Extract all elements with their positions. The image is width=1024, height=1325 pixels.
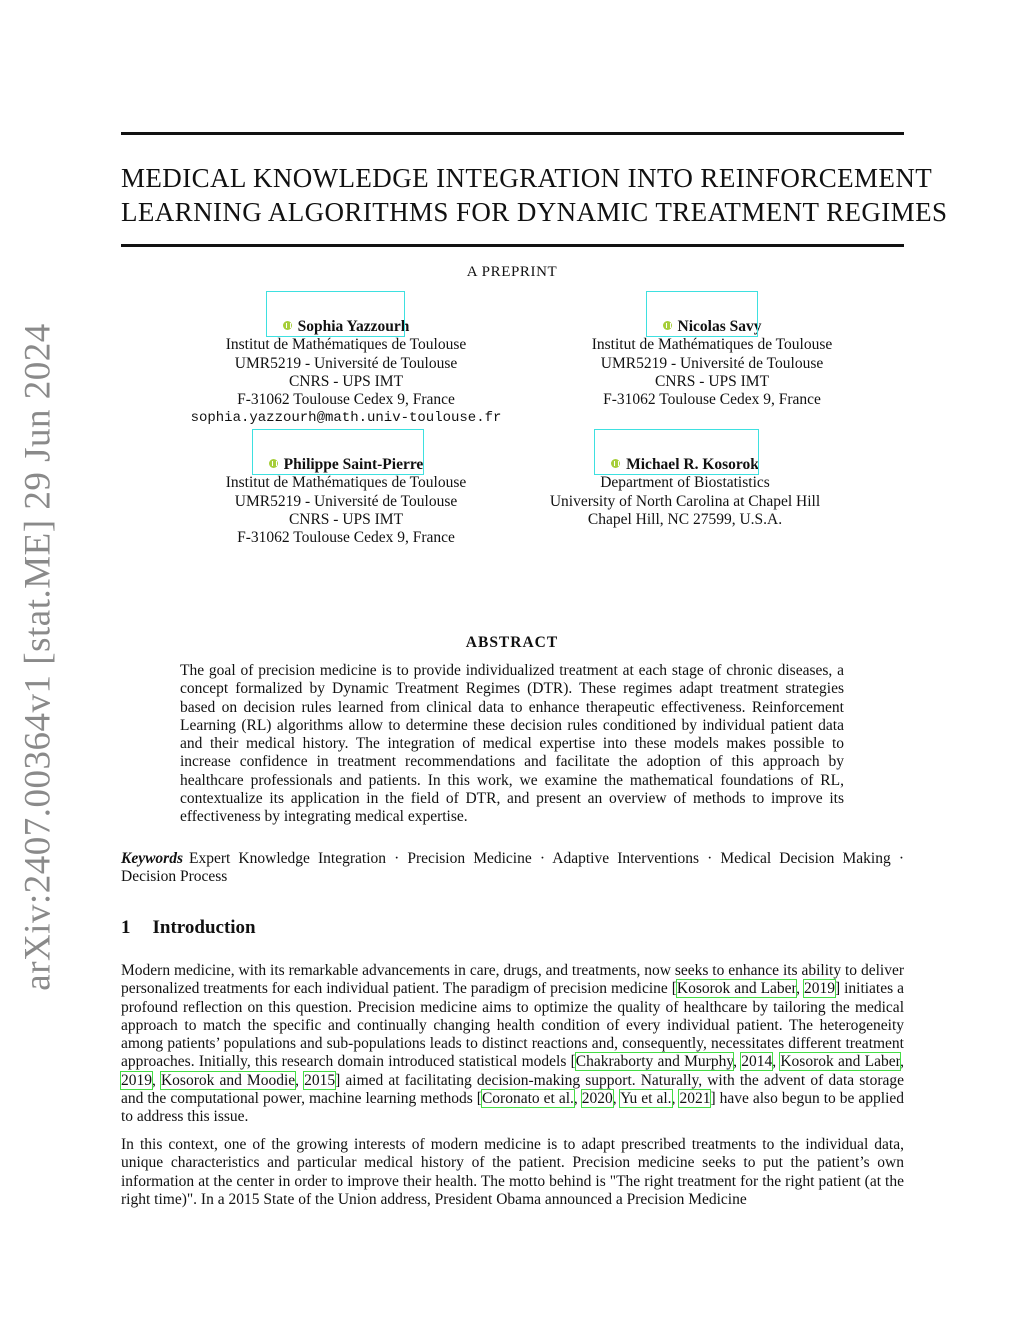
section-number: 1 — [121, 917, 131, 938]
affiliation-line: Institut de Mathématiques de Toulouse — [591, 336, 833, 354]
keywords-label: Keywords — [121, 850, 183, 867]
text-run: ] initiates a profound reflection on this question. Precision medicine aims to optimize the quality of healthcare by tailoring the medical approach to match the specific and continually changing health condition of every individual patient. The heterogeneity among patients’ populations and sub-populations leads to distinct reactions and, consequently, necessitates different treatment approaches. Initially, this research domain introduced statistical models [ — [121, 980, 904, 1071]
text-run: , — [900, 1053, 904, 1071]
keywords-text: Expert Knowledge Integration · Precision Medicine · Adaptive Interventions · Medical Decision Making · Decision Process — [121, 850, 904, 886]
affiliation-line: Department of Biostatistics — [600, 474, 770, 492]
text-run: , — [612, 1090, 621, 1108]
author-name: Philippe Saint-Pierre — [283, 456, 424, 473]
title-bottom-rule — [121, 244, 904, 247]
affiliation-line: UMR5219 - Université de Toulouse — [600, 354, 824, 372]
citation-link[interactable]: Chakraborty and Murphy — [575, 1053, 734, 1071]
affiliation-line: CNRS - UPS IMT — [654, 372, 770, 390]
orcid-icon[interactable] — [269, 459, 278, 468]
orcid-icon[interactable] — [283, 321, 292, 330]
text-run: ] aimed at facilitating decision-making support. Naturally, with the advent of data storage and the computational power, machine learning methods [ — [121, 1071, 904, 1108]
citation-link[interactable]: 2015 — [304, 1071, 336, 1089]
title-line-1: MEDICAL KNOWLEDGE INTEGRATION INTO REINFORCEMENT — [121, 163, 933, 193]
citation-link[interactable]: Kosorok and Laber — [676, 980, 797, 998]
text-run: , — [671, 1090, 680, 1108]
text-run: , — [295, 1071, 305, 1089]
author-block-4 — [510, 456, 860, 529]
orcid-icon[interactable] — [611, 459, 620, 468]
affiliation-line: UMR5219 - Université de Toulouse — [234, 492, 458, 510]
preprint-label: A PREPRINT — [466, 264, 558, 280]
author-block-1 — [150, 318, 542, 428]
affiliation-line: CNRS - UPS IMT — [288, 510, 404, 528]
section-title: Introduction — [152, 917, 256, 938]
text-run: , — [796, 980, 804, 998]
author-name: Michael R. Kosorok — [626, 456, 759, 473]
author-name-link[interactable] — [267, 456, 426, 474]
citation-link[interactable]: Kosorok and Moodie — [160, 1071, 296, 1089]
affiliation-line: F-31062 Toulouse Cedex 9, France — [237, 529, 455, 547]
keywords — [121, 850, 904, 887]
affiliation-line: Institut de Mathématiques de Toulouse — [225, 336, 467, 354]
citation-link[interactable]: Yu et al. — [620, 1090, 672, 1108]
citation-link[interactable]: 2019 — [803, 980, 835, 998]
citation-link[interactable]: 2019 — [121, 1071, 152, 1089]
title-top-rule — [121, 132, 904, 135]
orcid-icon[interactable] — [663, 321, 672, 330]
affiliation-line: CNRS - UPS IMT — [288, 372, 404, 390]
citation-link[interactable]: 2021 — [679, 1090, 711, 1108]
arxiv-side-stamp: arXiv:2407.00364v1 [stat.ME] 29 Jun 2024 — [17, 323, 59, 991]
section-heading-introduction — [121, 917, 256, 939]
affiliation-line: F-31062 Toulouse Cedex 9, France — [603, 391, 821, 409]
citation-link[interactable]: Coronato et al. — [481, 1090, 574, 1108]
author-email[interactable]: sophia.yazzourh@math.univ-toulouse.fr — [190, 410, 502, 427]
abstract-text: The goal of precision medicine is to provide individualized treatment at each stage of chronic diseases, a concept formalized by Dynamic Treatment Regimes (DTR). These regimes adapt treatment strategies based on decision rules learned from clinical data to enhance therapeutic effectiveness. Reinforcement Learning (RL) algorithms allow to determine these decision rules conditioned by individual patient data and their medical history. The integration of medical expertise into these models makes possible to increase confidence in treatment recommendations and facilitate the adoption of this approach by healthcare professionals and patients. In this work, we examine the mathematical foundations of RL, contextualize its application in the field of DTR, and present an overview of methods to improve its effectiveness by integrating medical expertise. — [180, 662, 844, 826]
affiliation-line: F-31062 Toulouse Cedex 9, France — [237, 391, 455, 409]
citation-link[interactable]: 2020 — [581, 1090, 613, 1108]
author-block-2 — [532, 318, 892, 409]
author-name: Nicolas Savy — [677, 318, 762, 335]
affiliation-line: University of North Carolina at Chapel Hill — [549, 492, 821, 510]
author-block-3 — [150, 456, 542, 547]
author-name-link[interactable] — [609, 456, 761, 474]
text-run: ] have also begun to be applied to address this issue. — [121, 1090, 905, 1126]
affiliation-line: Chapel Hill, NC 27599, U.S.A. — [587, 510, 783, 528]
text-run: , — [772, 1053, 781, 1071]
text-run: , — [573, 1090, 582, 1108]
citation-link[interactable]: Kosorok and Laber — [780, 1053, 901, 1071]
author-name-link[interactable] — [281, 318, 412, 336]
affiliation-line: UMR5219 - Université de Toulouse — [234, 354, 458, 372]
author-name-link[interactable] — [661, 318, 764, 336]
paper-title — [121, 161, 948, 229]
affiliation-line: Institut de Mathématiques de Toulouse — [225, 474, 467, 492]
text-run: , — [152, 1071, 161, 1089]
citation-link[interactable]: 2014 — [741, 1053, 773, 1071]
author-name: Sophia Yazzourh — [297, 318, 410, 335]
title-line-2: LEARNING ALGORITHMS FOR DYNAMIC TREATMENT REGIMES — [121, 197, 948, 227]
text-run: Modern medicine, with its remarkable advancements in care, drugs, and treatments, now seeks to enhance its ability to deliver personalized treatments for each individual patient. The paradigm of precision medicine [ — [121, 962, 904, 998]
intro-paragraph-2: In this context, one of the growing interests of modern medicine is to adapt prescribed treatments to the individual data, unique characteristics and particular medical history of the patient. Precision medicine seeks to put the patient’s own information at the center in order to improve their health. The motto behind is "The right treatment for the right patient (at the right time)". In a 2015 State of the Union address, President Obama announced a Precision Medicine — [121, 1136, 904, 1208]
abstract-heading: ABSTRACT — [465, 634, 559, 651]
text-run: , — [733, 1053, 742, 1071]
intro-paragraph-1 — [121, 962, 904, 1127]
